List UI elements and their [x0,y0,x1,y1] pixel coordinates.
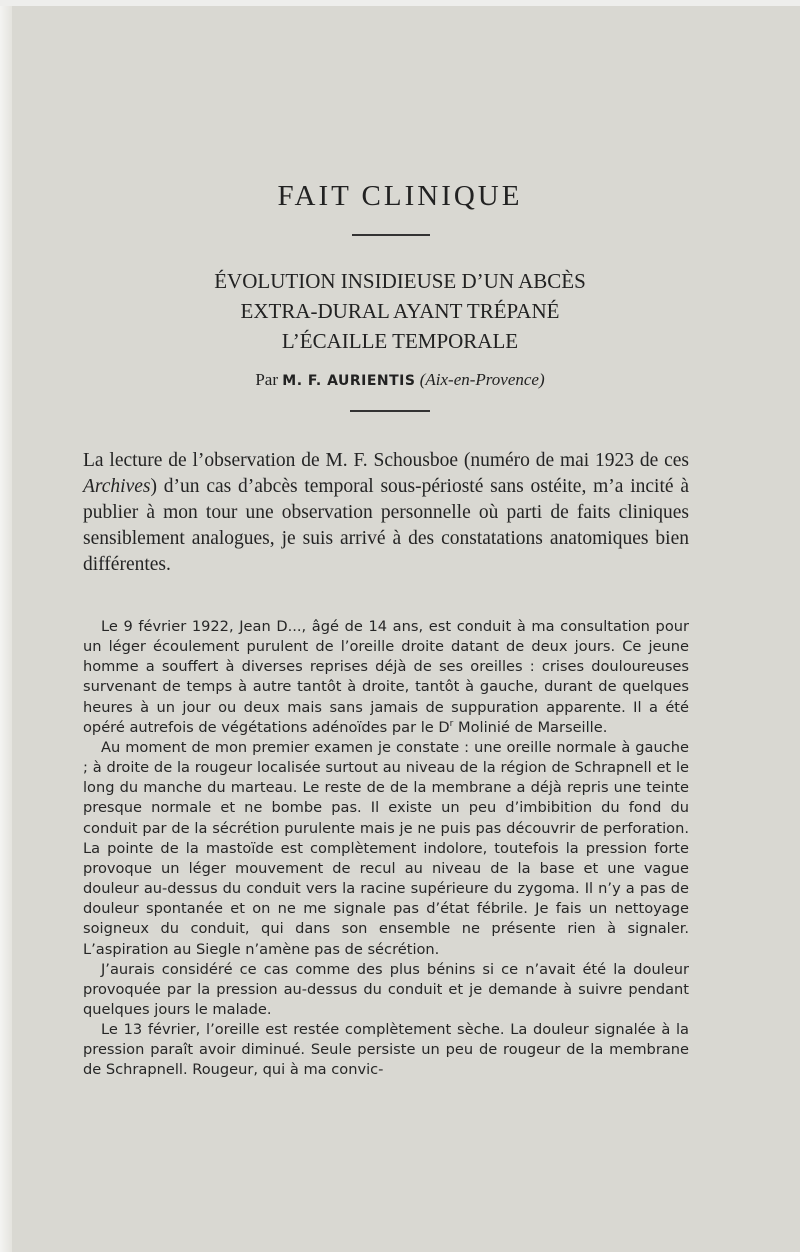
intro-text: La lecture de l’observation de M. F. Schousboe (numéro de mai 1923 de ces [83,450,689,471]
paragraph-text: Le 9 février 1922, Jean D..., âgé de 14 ans, est conduit à ma consultation pour un léger écoulement purulent de l’oreille droite datant de deux jours. Ce jeune homme a souffert à diverses reprises déjà de ses oreilles : crises douloureuses survenant de temps à autre tantôt à droite, tantôt à gauche, durant de quelques heures à un jour ou deux mais sans jamais de suppuration apparente. Il a été opéré autrefois de végétations adénoïdes par le D [83,618,689,736]
journal-name: Archives [83,476,151,497]
body-text [83,617,689,1081]
page-top-edge [0,0,800,6]
article-title-line: EXTRA-DURAL AYANT TRÉPANÉ [240,299,560,323]
title-divider [352,234,430,236]
section-title: FAIT CLINIQUE [277,180,523,212]
intro-text-end: ) d’un cas d’abcès temporal sous-périosté sans ostéite, m’a incité à publier à mon tour une observation personnelle où parti de faits cliniques sensiblement analogues, je suis arrivé à des constatations anatomiques bien différentes. [83,476,689,575]
body-paragraph: Au moment de mon premier examen je constate : une oreille normale à gauche ; à droite de la rougeur localisée surtout au niveau de la région de Schrapnell et le long du manche du marteau. Le reste de de la membrane a déjà repris une teinte presque normale et ne bombe pas. Il existe un peu d’imbibition du fond du conduit par de la sécrétion purulente mais je ne puis pas découvrir de perforation. La pointe de la mastoïde est complètement indolore, toutefois la pression forte provoque un léger mouvement de recul au niveau de la base et une vague douleur au-dessus du conduit vers la racine supérieure du zygoma. Il n’y a pas de douleur spontanée et on ne me signale pas d’état fébrile. Je fais un nettoyage soigneux du conduit, qui dans son ensemble ne présente rien à signaler. L’aspiration au Siegle n’amène pas de sécrétion. [83,738,689,958]
intro-paragraph [83,448,689,578]
article-title [0,266,800,356]
body-paragraph: J’aurais considéré ce cas comme des plus bénins si ce n’avait été la douleur provoquée par la pression au-dessus du conduit et je demande à suivre pendant quelques jours le malade. [83,960,689,1018]
author-name: M. F. AURIENTIS [282,373,416,389]
body-paragraph: Le 13 février, l’oreille est restée complètement sèche. La douleur signalée à la pression paraît avoir diminué. Seule persiste un peu de rougeur de la membrane de Schrapnell. Rougeur, qui à ma convic- [83,1021,689,1079]
article-title-line: L’ÉCAILLE TEMPORALE [281,329,519,353]
byline-prefix: Par [255,370,279,389]
byline [0,370,800,390]
paragraph-text-end: Molinié de Marseille. [453,718,608,736]
byline-divider [350,410,430,412]
superscript: r [449,718,454,729]
article-title-line: ÉVOLUTION INSIDIEUSE D’UN ABCÈS [214,269,586,293]
body-paragraph [83,617,689,738]
author-location: (Aix-en-Provence) [419,370,545,389]
